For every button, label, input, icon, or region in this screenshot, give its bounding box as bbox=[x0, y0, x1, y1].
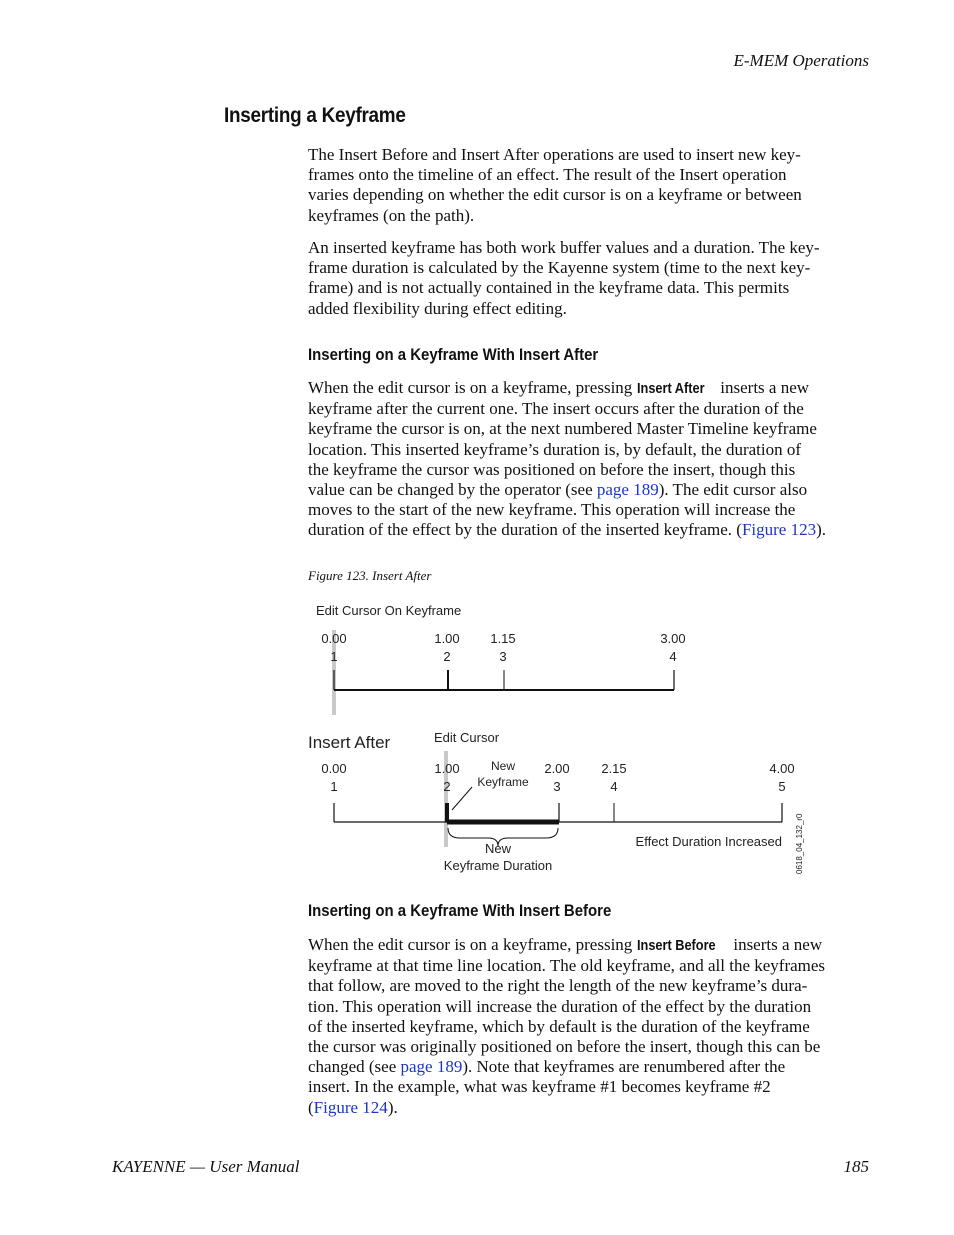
text-line: frame duration is calculated by the Kayenne system (time to the next key- bbox=[308, 258, 811, 278]
text-run: value can be changed by the operator (see bbox=[308, 480, 597, 500]
text-run: inserts a new bbox=[729, 935, 823, 954]
text-run: ). bbox=[387, 1097, 398, 1117]
insert-before-paragraph bbox=[308, 935, 870, 1118]
text-line: the keyframe the cursor was positioned on before the insert, though this bbox=[308, 459, 796, 479]
figure-123-link[interactable]: Figure 123 bbox=[741, 520, 817, 540]
text-line: the cursor was originally positioned on before the insert, though this can be bbox=[308, 1037, 821, 1057]
figure-caption: Figure 123. Insert After bbox=[308, 568, 432, 583]
text-line: keyframes (on the path). bbox=[308, 205, 475, 225]
page-189-link[interactable]: page 189 bbox=[596, 480, 659, 500]
text-line: moves to the start of the new keyframe. This operation will increase the bbox=[308, 500, 796, 520]
figure-124-link[interactable]: Figure 124 bbox=[313, 1097, 388, 1117]
new-keyframe-pointer bbox=[452, 787, 472, 810]
text-line: The Insert Before and Insert After operations are used to insert new key- bbox=[308, 145, 801, 164]
text-line: location. This inserted keyframe’s duration is, by default, the duration of bbox=[308, 439, 802, 459]
text-run: changed (see bbox=[308, 1057, 401, 1077]
figure-id-label: 0618_04_132_r0 bbox=[795, 813, 804, 874]
page-189-link[interactable]: page 189 bbox=[400, 1057, 463, 1077]
bottom-keyframe-number: 2 bbox=[443, 779, 451, 794]
section-title: Inserting a Keyframe bbox=[224, 104, 406, 127]
bottom-time-label: 2.15 bbox=[601, 761, 627, 776]
top-keyframe-number: 2 bbox=[443, 649, 451, 664]
footer-manual-title: KAYENNE — User Manual bbox=[112, 1157, 300, 1176]
text-line: keyframe at that time line location. The old keyframe, and all the keyframes bbox=[308, 956, 826, 976]
text-line: varies depending on whether the edit cursor is on a keyframe or between bbox=[308, 185, 802, 205]
text-run: ). The edit cursor also bbox=[658, 480, 808, 500]
effect-duration-label: Effect Duration Increased bbox=[635, 834, 782, 849]
text-line: tion. This operation will increase the duration of the effect by the duration bbox=[308, 996, 812, 1016]
top-keyframe-number: 3 bbox=[499, 649, 507, 664]
new-keyframe-label: New bbox=[490, 759, 516, 773]
insert-before-key: Insert Before bbox=[636, 937, 716, 954]
new-duration-label: Keyframe Duration bbox=[443, 858, 553, 873]
text-line: keyframe after the current one. The insert occurs after the duration of the bbox=[308, 399, 804, 419]
bottom-time-label: 1.00 bbox=[434, 761, 460, 776]
top-time-label: 3.00 bbox=[660, 631, 686, 646]
text-run: ( bbox=[308, 1097, 314, 1117]
top-time-label: 0.00 bbox=[321, 631, 347, 646]
text-line: frame) and is not actually contained in the keyframe data. This permits bbox=[308, 278, 790, 298]
text-run: ). bbox=[816, 520, 827, 540]
text-line bbox=[308, 935, 870, 956]
bottom-keyframe-number: 1 bbox=[330, 779, 338, 794]
text-run: duration of the effect by the duration of the inserted keyframe. ( bbox=[308, 520, 742, 540]
text-run: When the edit cursor is on a keyframe, pressing bbox=[308, 935, 637, 954]
top-time-label: 1.15 bbox=[490, 631, 516, 646]
insert-after-label: Insert After bbox=[308, 733, 391, 752]
text-line: insert. In the example, what was keyframe #1 becomes keyframe #2 bbox=[308, 1077, 771, 1097]
text-line: of the inserted keyframe, which by default is the duration of the keyframe bbox=[308, 1016, 810, 1036]
text-run: When the edit cursor is on a keyframe, pressing bbox=[308, 378, 637, 397]
top-keyframe-number: 4 bbox=[669, 649, 677, 664]
text-run: inserts a new bbox=[716, 378, 810, 397]
subheading-insert-after: Inserting on a Keyframe With Insert After bbox=[308, 345, 599, 364]
subheading-insert-before: Inserting on a Keyframe With Insert Before bbox=[308, 901, 612, 920]
new-duration-label: New bbox=[484, 841, 512, 856]
text-line bbox=[308, 1057, 870, 1077]
text-line: frames onto the timeline of an effect. The result of the Insert operation bbox=[308, 165, 787, 185]
bottom-keyframe-number: 4 bbox=[610, 779, 618, 794]
text-line: added flexibility during effect editing. bbox=[308, 298, 567, 318]
bottom-time-label: 2.00 bbox=[544, 761, 570, 776]
edit-cursor-label: Edit Cursor bbox=[434, 730, 500, 745]
text-line: keyframe the cursor is on, at the next numbered Master Timeline keyframe bbox=[308, 419, 817, 439]
new-keyframe-label: Keyframe bbox=[477, 775, 529, 789]
top-diagram-label: Edit Cursor On Keyframe bbox=[316, 603, 462, 618]
top-keyframe-number: 1 bbox=[330, 649, 338, 664]
text-line: that follow, are moved to the right the length of the new keyframe’s dura- bbox=[308, 976, 808, 996]
top-time-label: 1.00 bbox=[434, 631, 460, 646]
bottom-keyframe-number: 5 bbox=[778, 779, 786, 794]
insert-after-key: Insert After bbox=[636, 380, 705, 397]
text-line bbox=[308, 1098, 870, 1118]
running-header: E-MEM Operations bbox=[733, 51, 869, 70]
bottom-keyframe-number: 3 bbox=[553, 779, 561, 794]
bottom-time-label: 0.00 bbox=[321, 761, 347, 776]
bottom-time-label: 4.00 bbox=[769, 761, 795, 776]
page-number: 185 bbox=[843, 1157, 869, 1176]
text-line: An inserted keyframe has both work buffer values and a duration. The key- bbox=[308, 238, 820, 257]
text-run: ). Note that keyframes are renumbered after the bbox=[462, 1057, 786, 1077]
